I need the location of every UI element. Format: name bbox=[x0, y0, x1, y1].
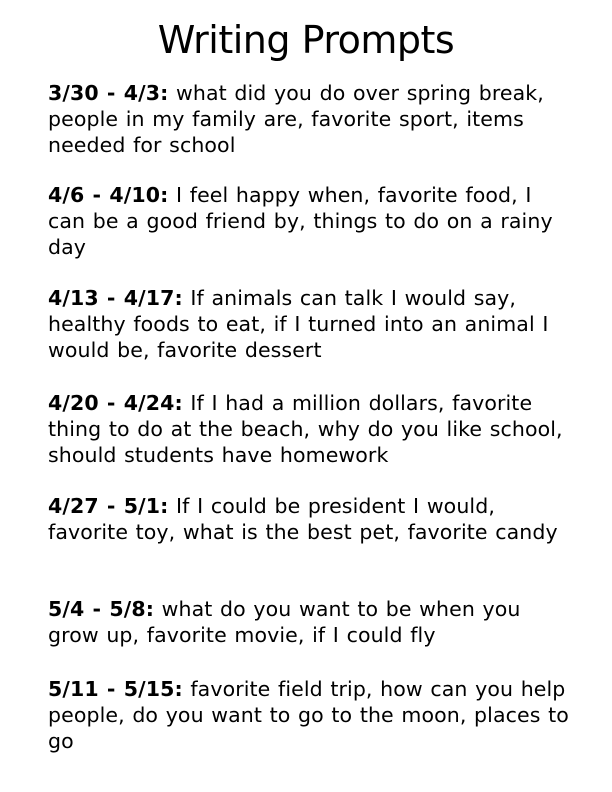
prompt-text: If I had a million dollars, favorite thing to do at the beach, why do you like school, should students have homework bbox=[48, 391, 563, 467]
prompt-text: I feel happy when, favorite food, I can be a good friend by, things to do on a rainy day bbox=[48, 183, 553, 259]
prompt-dates: 3/30 - 4/3: bbox=[48, 81, 169, 105]
prompt-dates: 5/11 - 5/15: bbox=[48, 677, 183, 701]
prompt-text: If I could be president I would, favorite toy, what is the best pet, favorite candy bbox=[48, 494, 558, 544]
prompt-text: what do you want to be when you grow up, favorite movie, if I could fly bbox=[48, 597, 521, 647]
page-title: Writing Prompts bbox=[157, 18, 455, 62]
prompt-dates: 4/20 - 4/24: bbox=[48, 391, 183, 415]
prompt-entry bbox=[48, 676, 570, 754]
prompt-dates: 4/6 - 4/10: bbox=[48, 183, 169, 207]
prompt-entry bbox=[48, 390, 570, 468]
prompt-text: If animals can talk I would say, healthy foods to eat, if I turned into an animal I would be, favorite dessert bbox=[48, 286, 549, 362]
prompt-dates: 5/4 - 5/8: bbox=[48, 597, 155, 621]
prompt-entry bbox=[48, 182, 570, 260]
prompt-dates: 4/13 - 4/17: bbox=[48, 286, 183, 310]
prompt-text: favorite field trip, how can you help people, do you want to go to the moon, places to go bbox=[48, 677, 569, 753]
prompt-entry bbox=[48, 493, 570, 545]
prompt-entry bbox=[48, 285, 570, 363]
prompt-entry bbox=[48, 596, 570, 648]
prompt-entry bbox=[48, 80, 570, 158]
prompt-dates: 4/27 - 5/1: bbox=[48, 494, 169, 518]
prompt-text: what did you do over spring break, people in my family are, favorite sport, items needed for school bbox=[48, 81, 544, 157]
